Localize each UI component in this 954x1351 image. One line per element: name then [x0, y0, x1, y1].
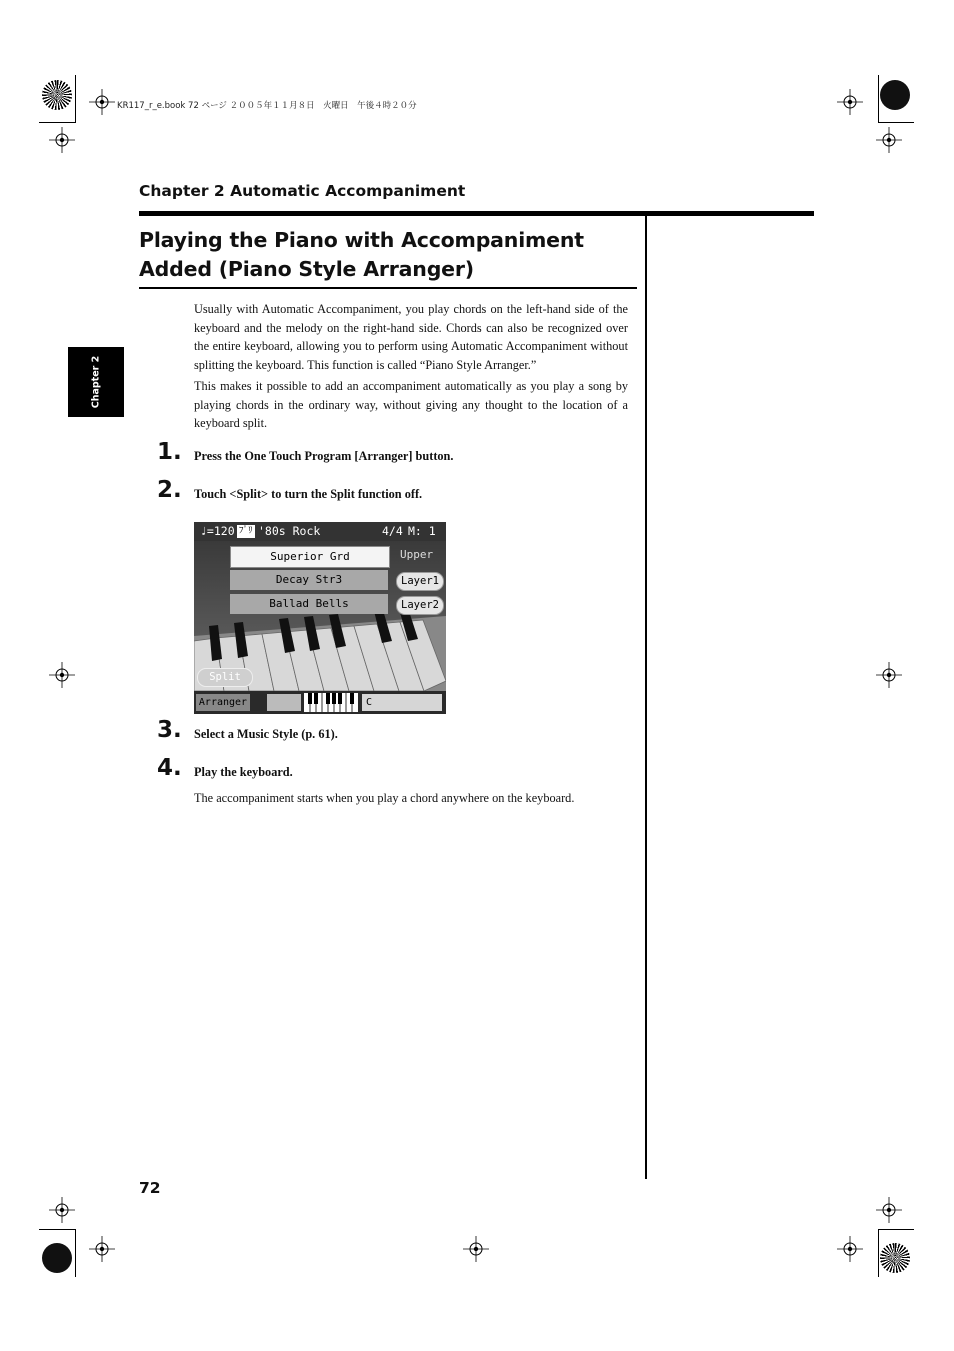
registration-mark-bottom-center [463, 1236, 489, 1262]
step-number: 3. [157, 717, 182, 743]
crop-line [75, 1229, 76, 1277]
step-number: 1. [157, 439, 182, 465]
step-text: Touch <Split> to turn the Split function off. [194, 487, 423, 501]
arranger-button[interactable]: Arranger [196, 694, 250, 711]
registration-mark-left-upper [49, 127, 75, 153]
tone-upper-field[interactable]: Superior Grd [230, 546, 390, 568]
title-rule [139, 287, 637, 289]
column-divider [645, 216, 647, 1179]
tone-layer1-field[interactable]: Decay Str3 [230, 570, 388, 590]
crop-line [75, 75, 76, 123]
crop-line [878, 1229, 914, 1230]
lcd-screen-illustration [194, 522, 446, 714]
registration-mark-top-right [837, 89, 863, 115]
step-note: The accompaniment starts when you play a chord anywhere on the keyboard. [194, 791, 575, 805]
chapter-side-tab [68, 347, 124, 417]
registration-mark-right-upper [876, 127, 902, 153]
page-number: 72 [139, 1179, 161, 1197]
chord-mode-icon [267, 694, 301, 711]
registration-mark-left-lower [49, 1197, 75, 1223]
beat-readout: 4/4 [382, 524, 403, 538]
bottom-bar [194, 691, 446, 714]
split-button[interactable]: Split [197, 668, 253, 687]
registration-mark-left-middle [49, 662, 75, 688]
layer2-button[interactable]: Layer2 [396, 596, 444, 615]
keyboard-icon [304, 693, 358, 712]
step-number: 2. [157, 477, 182, 503]
starburst-target-top-left [42, 80, 72, 110]
section-title: Playing the Piano with Accompaniment Added (Piano Style Arranger) [139, 228, 584, 281]
status-bar [194, 522, 446, 541]
crop-line [878, 75, 879, 123]
style-name: '80s Rock [258, 524, 321, 538]
upper-label: Upper [400, 548, 434, 561]
chord-display: C [362, 694, 442, 711]
registration-mark-top-left [89, 89, 115, 115]
tempo-readout: ♩=120 [200, 524, 235, 538]
chapter-header: Chapter 2 Automatic Accompaniment [139, 182, 466, 200]
crop-line [39, 122, 75, 123]
header-rule [139, 211, 814, 216]
chapter-side-tab-label: Chapter 2 [90, 355, 102, 409]
crop-line [878, 122, 914, 123]
intro-paragraph: This makes it possible to add an accompaniment automatically as you play a song by playing chords in the ordinary way, without giving any thought to the location of a keyboard split. [194, 379, 628, 431]
registration-mark-right-middle [876, 662, 902, 688]
step-text: Play the keyboard. [194, 765, 293, 779]
step-text: Press the One Touch Program [Arranger] button. [194, 449, 454, 463]
measure-readout: M: 1 [408, 524, 436, 538]
crop-line [39, 1229, 75, 1230]
crop-line [878, 1229, 879, 1277]
starburst-target-bottom-left [42, 1243, 72, 1273]
starburst-target-bottom-right [880, 1243, 910, 1273]
step-number: 4. [157, 755, 182, 781]
registration-mark-bottom-right [837, 1236, 863, 1262]
layer1-button[interactable]: Layer1 [396, 572, 444, 591]
file-info: KR117_r_e.book 72 ページ ２００５年１１月８日 火曜日 午後４時２０分 [117, 101, 417, 111]
registration-mark-right-lower [876, 1197, 902, 1223]
tone-layer2-field[interactable]: Ballad Bells [230, 594, 388, 614]
starburst-target-top-right [880, 80, 910, 110]
intro-paragraph: Usually with Automatic Accompaniment, you play chords on the left-hand side of the keyboard and the melody on the right-hand side. Chords can also be recognized over the entire keyboard, allowing you to perform using Automatic Accompaniment without splitting the keyboard. This function is called “Piano Style Arranger.” [194, 302, 628, 372]
registration-mark-bottom-left [89, 1236, 115, 1262]
style-badge: ﾌﾟﾘ [239, 526, 253, 536]
step-text: Select a Music Style (p. 61). [194, 727, 338, 741]
